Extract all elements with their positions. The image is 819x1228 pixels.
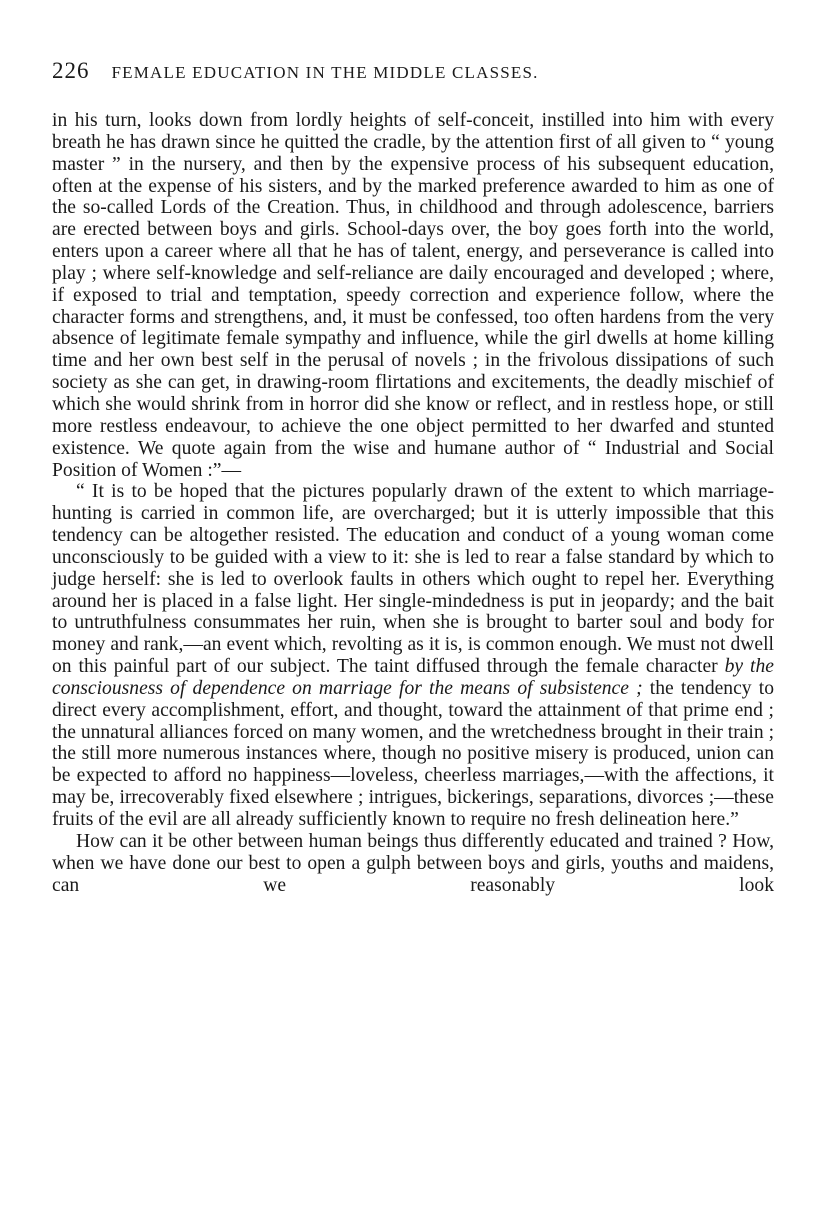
paragraph-continuation: in his turn, looks down from lordly heights of self-conceit, instilled into him with every breath he has drawn since he quitted the cradle, by the attention first of all given to “ young master ” in the nursery, and then by the expensive process of his subsequent education, often at the expense of his sisters, and by the marked preference awarded to him as one of the so-called Lords of the Creation. Thus, in childhood and through adolescence, barriers are erected between boys and girls. School-days over, the boy goes forth into the world, enters upon a career where all that he has of talent, energy, and perseverance is called into play ; where self-knowledge and self-reliance are daily encouraged and developed ; where, if exposed to trial and temptation, speedy correction and experience follow, where the character forms and strengthens, and, it must be confessed, too often hardens from the very absence of legitimate female sympathy and influence, while the girl dwells at home killing time and her own best self in the perusal of novels ; in the frivolous dissipations of such society as she can get, in drawing-room flirtations and excitements, the deadly mischief of which she would shrink from in horror did she know or reflect, and in restless hope, or still more restless endeavour, to achieve the one object permitted to her dwarfed and stunted existence. We quote again from the wise and humane author of “ Industrial and Social Position of Women :”—	[52, 110, 774, 481]
quotation-text-start: “ It is to be hoped that the pictures popularly drawn of the extent to which marriage-hunting is carried in common life, are overcharged; but it is utterly impossible that this tendency can be altogether resisted. The education and conduct of a young woman come unconsciously to be guided with a view to it: she is led to rear a false standard by which to judge herself: she is led to overlook faults in others which ought to repel her. Everything around her is placed in a false light. Her single-mindedness is put in jeopardy; and the bait to untruthfulness consummates her ruin, when she is brought to barter soul and body for money and rank,—an event which, revolting as it is, is common enough. We must not dwell on this painful part of our subject. The taint diffused through the female character	[52, 481, 774, 678]
paragraph-closing: How can it be other between human beings thus differently educated and trained ? How, when we have done our best to open a gulph between boys and girls, youths and maidens, can we reasonably look	[52, 830, 774, 896]
quotation-text-end: the tendency to direct every accomplishment, effort, and thought, toward the attainment of that prime end ; the unnatural alliances forced on many women, and the wretchedness brought in their train ; the still more numerous instances where, though no positive misery is produced, union can be expected to afford no happiness—loveless, cheerless marriages,—with the affections, it may be, irrecoverably fixed elsewhere ; intrigues, bickerings, separations, divorces ;—these fruits of the evil are all already sufficiently known to require no fresh delineation here.”	[52, 677, 775, 830]
running-title: FEMALE EDUCATION IN THE MIDDLE CLASSES.	[111, 63, 539, 82]
body-text	[52, 110, 774, 896]
running-head	[52, 58, 774, 94]
paragraph-quotation	[52, 481, 774, 831]
book-page	[52, 58, 774, 896]
quotation-emphasis: by the consciousness of dependence on marriage for the means of subsistence ;	[52, 656, 774, 699]
page-number: 226	[52, 58, 90, 83]
